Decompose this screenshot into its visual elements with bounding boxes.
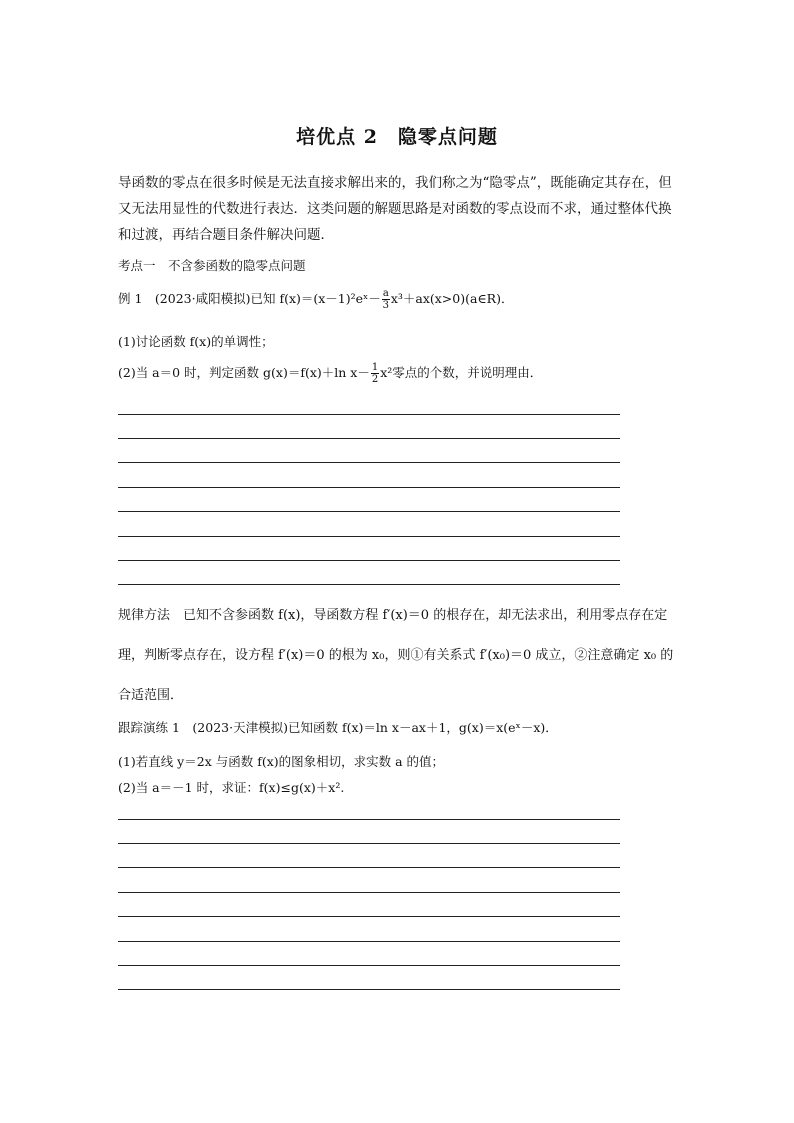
answer-line bbox=[118, 487, 620, 488]
answer-line bbox=[118, 414, 620, 415]
example-1-question-1: (1)讨论函数 f(x)的单调性； bbox=[118, 334, 274, 349]
fraction-a-over-3 bbox=[382, 288, 390, 311]
fraction-numerator: 1 bbox=[371, 362, 379, 373]
practice-1-question-1: (1)若直线 y＝2x 与函数 f(x)的图象相切，求实数 a 的值； bbox=[118, 754, 445, 769]
answer-line bbox=[118, 941, 620, 942]
answer-line bbox=[118, 560, 620, 561]
method-paragraph: 规律方法 已知不含参函数 f(x)，导函数方程 f′(x)＝0 的根存在，却无法求出，利用零点存在定理，判断零点存在，设方程 f′(x)＝0 的根为 x₀，则①有关系式 f′(x₀)＝0 成立，②注意确定 x₀ 的合适范围． bbox=[118, 608, 674, 703]
answer-line bbox=[118, 438, 620, 439]
answer-line bbox=[118, 989, 620, 990]
fraction-denominator: 2 bbox=[371, 374, 379, 385]
answer-line bbox=[118, 892, 620, 893]
page-title: 培优点 2 隐零点问题 bbox=[296, 126, 498, 148]
answer-line bbox=[118, 462, 620, 463]
example-1-question-2 bbox=[118, 362, 542, 385]
example-1-tail: x³＋ax(x>0)(a∈R)． bbox=[390, 291, 514, 306]
practice-1-statement: 跟踪演练 1 (2023·天津模拟)已知函数 f(x)＝ln x－ax＋1，g(x)＝x(eˣ－x)． bbox=[118, 720, 558, 735]
fraction-denominator: 3 bbox=[382, 300, 390, 311]
answer-line bbox=[118, 536, 620, 537]
answer-line bbox=[118, 819, 620, 820]
answer-line bbox=[118, 916, 620, 917]
practice-1-question-2: (2)当 a＝－1 时，求证：f(x)≤g(x)＋x². bbox=[118, 780, 345, 795]
answer-line bbox=[118, 965, 620, 966]
example-1-label: 例 1 (2023·咸阳模拟)已知 f(x)＝(x－1)²eˣ－ bbox=[118, 291, 381, 306]
example-1-statement bbox=[118, 288, 513, 311]
answer-line bbox=[118, 584, 620, 585]
answer-line bbox=[118, 867, 620, 868]
fraction-numerator: a bbox=[382, 288, 389, 299]
fraction-1-over-2 bbox=[371, 362, 379, 385]
example-1-q2-head: (2)当 a＝0 时，判定函数 g(x)＝f(x)＋ln x－ bbox=[118, 365, 370, 380]
answer-line bbox=[118, 511, 620, 512]
section-heading: 考点一 不含参函数的隐零点问题 bbox=[118, 258, 306, 273]
intro-paragraph: 导函数的零点在很多时候是无法直接求解出来的，我们称之为“隐零点”，既能确定其存在，但又无法用显性的代数进行表达．这类问题的解题思路是对函数的零点设而不求，通过整体代换和过渡，再结合题目条件解决问题． bbox=[118, 175, 672, 243]
answer-line bbox=[118, 843, 620, 844]
example-1-q2-tail: x²零点的个数，并说明理由． bbox=[380, 365, 543, 380]
